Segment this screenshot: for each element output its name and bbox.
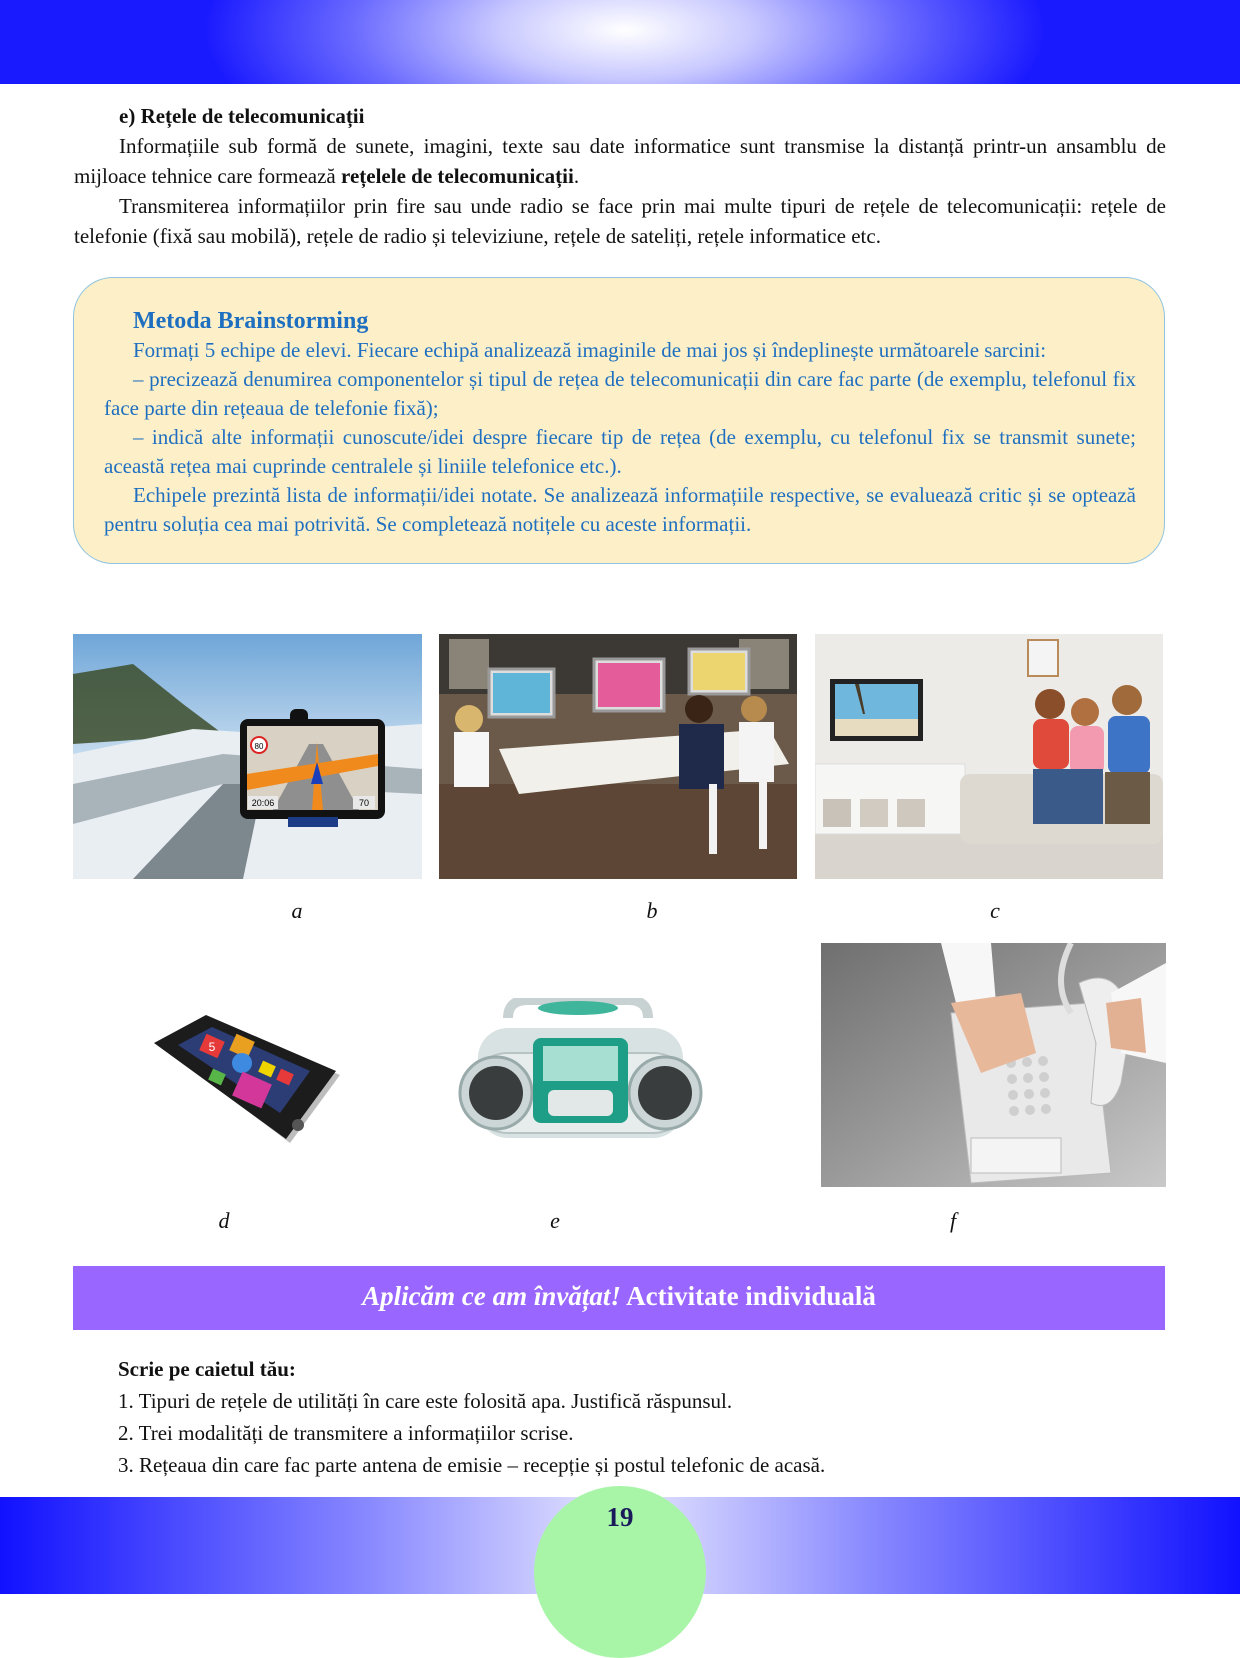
caption-d: d [218, 1208, 230, 1233]
caption-c: c [990, 898, 1000, 923]
phone-tile-number: 5 [208, 1040, 216, 1054]
caption-e: e [550, 1208, 560, 1233]
brainstorming-paragraph-4: Echipele prezintă lista de informații/idei notate. Se analizează informațiile respective, se evaluează critic și se optează pentru soluția cea mai potrivită. Se completează notițele cu aceste informații. [104, 483, 1136, 536]
task-item-2: 2. Trei modalități de transmitere a informațiilor scrise. [118, 1421, 574, 1445]
smartphone-image [140, 1015, 355, 1155]
gps-distance: 70 [358, 798, 370, 808]
bold-term: rețelele de telecomunicații [341, 164, 574, 188]
desk-phone-image [821, 943, 1166, 1187]
gps-navigator-image [73, 634, 422, 879]
brainstorming-box [73, 277, 1165, 564]
task-list [118, 1353, 1118, 1481]
classroom-computers-image [439, 634, 797, 879]
caption-a: a [291, 898, 303, 923]
gps-speed-limit: 80 [254, 742, 264, 751]
header-band [0, 0, 1240, 84]
radio-cassette-image [448, 998, 713, 1158]
task-title: Scrie pe caietul tău: [118, 1357, 296, 1381]
caption-b: b [646, 898, 658, 923]
apply-normal-text: Activitate individuală [620, 1281, 876, 1311]
apply-activity-banner [73, 1266, 1165, 1330]
brainstorming-title: Metoda Brainstorming [133, 308, 369, 334]
gps-time: 20:06 [251, 798, 275, 808]
brainstorming-paragraph-2: – precizează denumirea componentelor și tipul de rețea de telecomunicații din care fac parte (de exemplu, telefonul fix face parte din rețeaua de telefonie fixă); [104, 367, 1136, 420]
apply-italic-text: Aplicăm ce am învățat! [362, 1281, 621, 1311]
page-number: 19 [606, 1502, 634, 1532]
section-paragraph-2: Transmiterea informațiilor prin fire sau unde radio se face prin mai multe tipuri de rețele de telecomunicații: rețele de telefonie (fixă sau mobilă), rețele de radio și televiziune, rețele de sateliți, rețele informatice etc. [74, 194, 1166, 248]
task-item-3: 3. Rețeaua din care fac parte antena de emisie – recepție și postul telefonic de acasă. [118, 1453, 826, 1477]
section-paragraph-1: Informațiile sub formă de sunete, imagini, texte sau date informatice sunt transmise la distanță printr-un ansamblu de mijloace tehnice care formează rețelele de telecomunicații. [74, 134, 1166, 188]
section-text [74, 101, 1166, 251]
brainstorming-paragraph-1: Formați 5 echipe de elevi. Fiecare echipă analizează imaginile de mai jos și îndeplinește următoarele sarcini: [133, 338, 1047, 362]
caption-f: f [949, 1208, 957, 1233]
family-tv-image [815, 634, 1163, 879]
task-item-1: 1. Tipuri de rețele de utilități în care este folosită apa. Justifică răspunsul. [118, 1389, 733, 1413]
section-heading: e) Rețele de telecomunicații [119, 104, 365, 128]
brainstorming-paragraph-3: – indică alte informații cunoscute/idei despre fiecare tip de rețea (de exemplu, cu telefonul fix se transmit sunete; această rețea mai cuprinde centralele și liniile telefonice etc.). [104, 425, 1136, 478]
